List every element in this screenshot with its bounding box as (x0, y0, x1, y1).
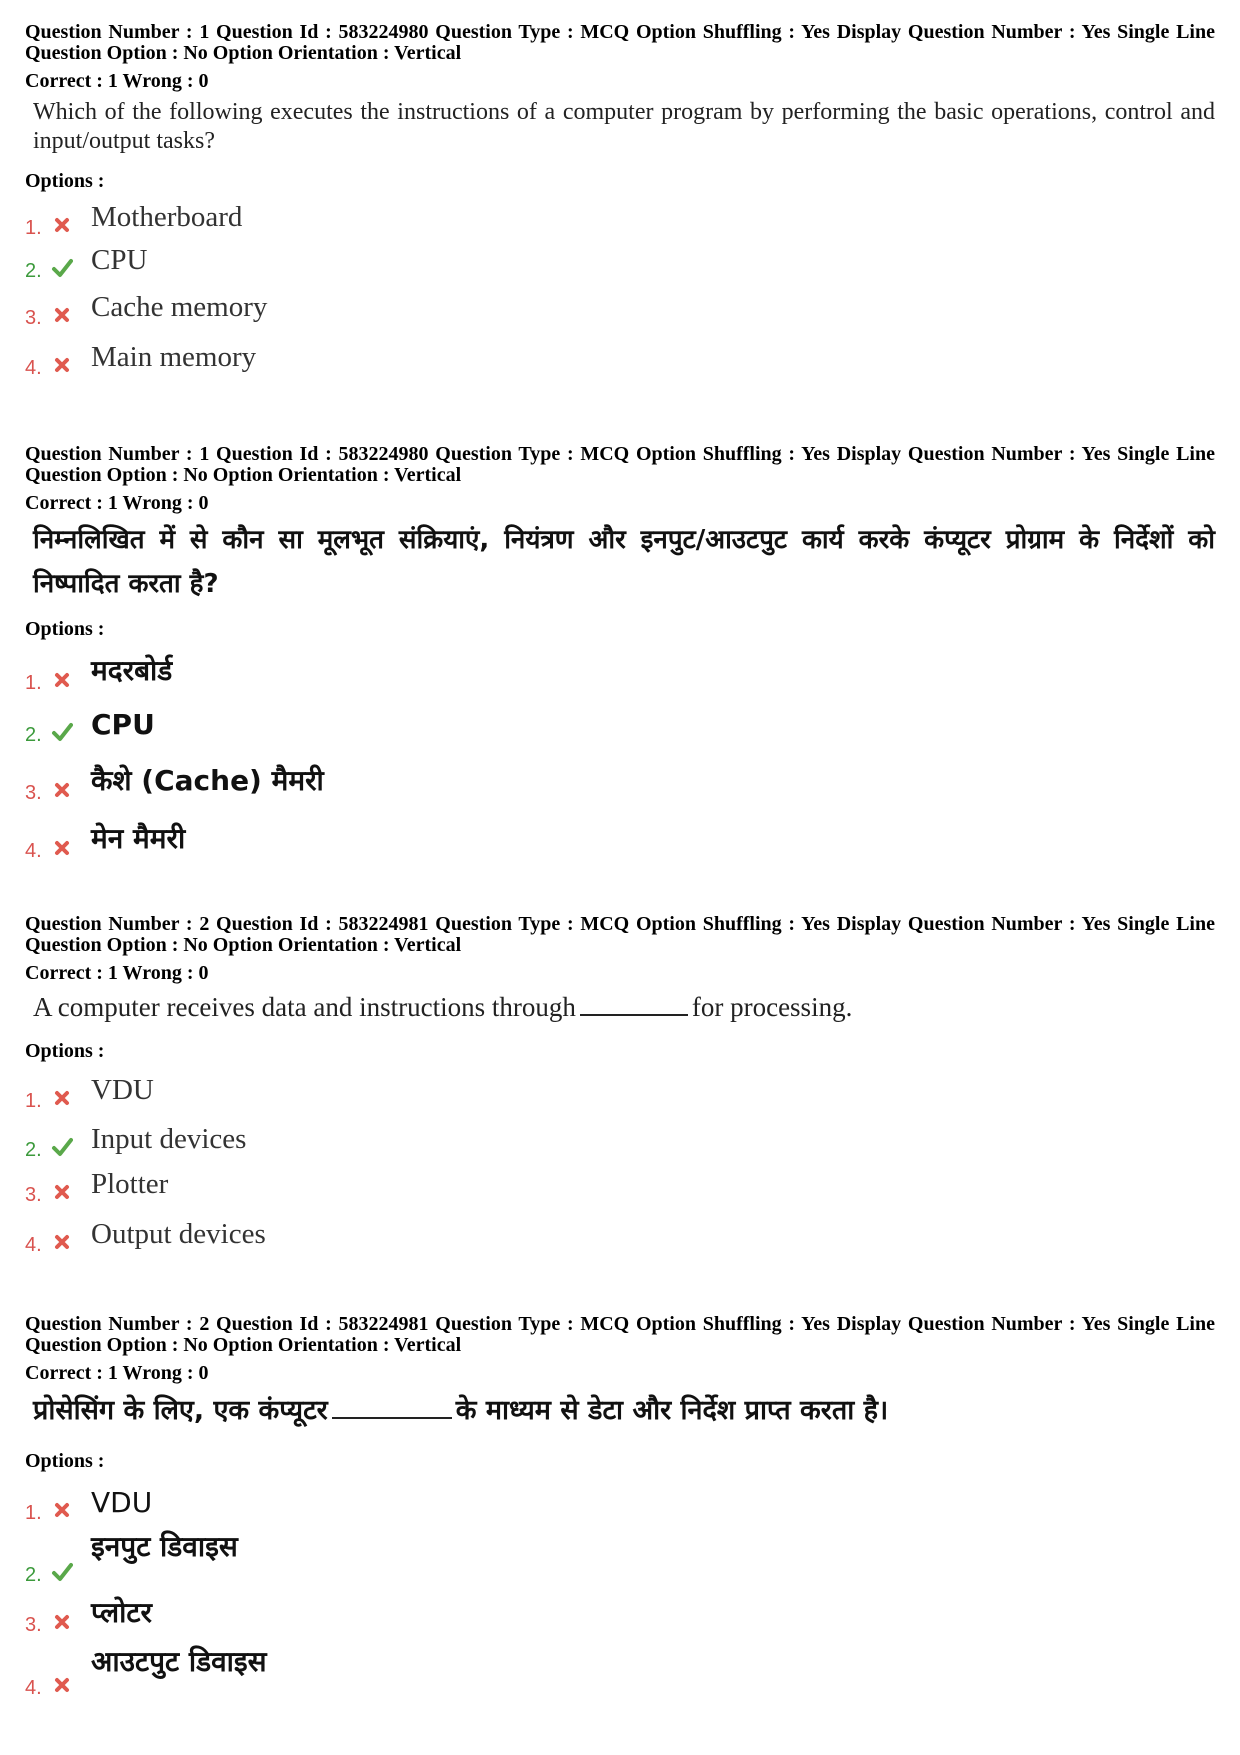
options-label: Options : (25, 1040, 105, 1062)
option-3 (25, 1597, 925, 1637)
cross-icon (51, 1181, 73, 1203)
cross-icon (51, 1499, 73, 1521)
option-number: 1. (25, 672, 42, 694)
check-icon (51, 1561, 73, 1583)
cross-icon (51, 1231, 73, 1253)
options-list (25, 200, 1215, 400)
option-4 (25, 1217, 925, 1257)
cross-icon (51, 354, 73, 376)
question-block-2-en (25, 914, 1215, 1062)
option-number: 4. (25, 357, 42, 379)
options-list (25, 655, 1215, 875)
option-3 (25, 290, 925, 330)
fill-in-blank (332, 1417, 452, 1419)
option-3 (25, 765, 925, 805)
question-text (33, 990, 1215, 1024)
question-text (33, 1388, 1215, 1434)
option-text: Output devices (91, 1218, 266, 1250)
correct-wrong-marks: Correct : 1 Wrong : 0 (25, 962, 209, 984)
option-4 (25, 1645, 925, 1700)
question-block-1-hi (25, 444, 1215, 640)
question-block-2-hi (25, 1314, 1215, 1472)
question-meta: Question Number : 2 Question Id : 583224981 Question Type : MCQ Option Shuffling : Yes Display Question Number : Yes Single Line Question Option : No Option Orientation : Vertical (25, 913, 1215, 956)
option-text: कैशे (Cache) मैमरी (91, 764, 324, 797)
question-text-after: for processing. (691, 992, 853, 1022)
option-1 (25, 200, 925, 240)
option-text: मदरबोर्ड (91, 654, 173, 687)
option-number: 1. (25, 1090, 42, 1112)
option-text: VDU (91, 1074, 154, 1106)
question-block-1-en (25, 22, 1215, 192)
cross-icon (51, 1674, 73, 1696)
option-number: 1. (25, 217, 42, 239)
cross-icon (51, 214, 73, 236)
check-icon (51, 721, 73, 743)
option-number: 2. (25, 724, 42, 746)
correct-wrong-marks: Correct : 1 Wrong : 0 (25, 1362, 209, 1384)
options-list (25, 1073, 1215, 1273)
option-number: 2. (25, 260, 42, 282)
option-1 (25, 1485, 925, 1525)
option-text: CPU (91, 708, 155, 741)
options-label: Options : (25, 170, 105, 192)
option-number: 3. (25, 1614, 42, 1636)
options-label: Options : (25, 618, 105, 640)
fill-in-blank (580, 1014, 688, 1016)
option-2 (25, 243, 925, 283)
check-icon (51, 1136, 73, 1158)
option-number: 4. (25, 840, 42, 862)
option-number: 4. (25, 1234, 42, 1256)
option-number: 4. (25, 1677, 42, 1699)
correct-wrong-marks: Correct : 1 Wrong : 0 (25, 70, 209, 92)
option-2 (25, 1122, 925, 1162)
option-text: प्लोटर (91, 1596, 152, 1629)
options-list (25, 1485, 1215, 1725)
options-label: Options : (25, 1450, 105, 1472)
option-text: मेन मैमरी (91, 822, 186, 855)
question-text: Which of the following executes the instructions of a computer program by performing the basic operations, control and input/output tasks? (33, 99, 1215, 154)
question-meta: Question Number : 2 Question Id : 583224981 Question Type : MCQ Option Shuffling : Yes Display Question Number : Yes Single Line Question Option : No Option Orientation : Vertical (25, 1313, 1215, 1356)
cross-icon (51, 669, 73, 691)
option-text: CPU (91, 244, 148, 276)
option-text: Plotter (91, 1168, 169, 1200)
question-text-after: के माध्यम से डेटा और निर्देश प्राप्त करता है। (455, 1395, 889, 1426)
cross-icon (51, 779, 73, 801)
check-icon (51, 257, 73, 279)
option-4 (25, 340, 925, 380)
option-2 (25, 707, 925, 747)
option-text: VDU (91, 1486, 153, 1519)
question-text: निम्नलिखित में से कौन सा मूलभूत संक्रियाएं, नियंत्रण और इनपुट/आउटपुट कार्य करके कंप्यूटर प्रोग्राम के निर्देशों को निष्पादित करता है? (33, 525, 1215, 599)
option-text: आउटपुट डिवाइस (91, 1645, 267, 1678)
option-number: 3. (25, 1184, 42, 1206)
correct-wrong-marks: Correct : 1 Wrong : 0 (25, 492, 209, 514)
question-meta: Question Number : 1 Question Id : 583224980 Question Type : MCQ Option Shuffling : Yes Display Question Number : Yes Single Line Question Option : No Option Orientation : Vertical (25, 443, 1215, 486)
option-1 (25, 655, 925, 695)
option-number: 2. (25, 1139, 42, 1161)
cross-icon (51, 1611, 73, 1633)
option-text: Input devices (91, 1123, 247, 1155)
cross-icon (51, 837, 73, 859)
question-text-before: प्रोसेसिंग के लिए, एक कंप्यूटर (33, 1395, 328, 1426)
option-text: Cache memory (91, 291, 268, 323)
cross-icon (51, 304, 73, 326)
option-text: Main memory (91, 341, 257, 373)
option-number: 3. (25, 782, 42, 804)
option-number: 3. (25, 307, 42, 329)
question-meta: Question Number : 1 Question Id : 583224980 Question Type : MCQ Option Shuffling : Yes Display Question Number : Yes Single Line Question Option : No Option Orientation : Vertical (25, 21, 1215, 64)
option-number: 1. (25, 1502, 42, 1524)
option-1 (25, 1073, 925, 1113)
option-text: इनपुट डिवाइस (91, 1530, 238, 1563)
option-4 (25, 823, 925, 863)
question-text-before: A computer receives data and instructions through (33, 992, 576, 1022)
cross-icon (51, 1087, 73, 1109)
option-3 (25, 1167, 925, 1207)
option-text: Motherboard (91, 201, 243, 233)
option-2 (25, 1530, 925, 1587)
option-number: 2. (25, 1564, 42, 1586)
